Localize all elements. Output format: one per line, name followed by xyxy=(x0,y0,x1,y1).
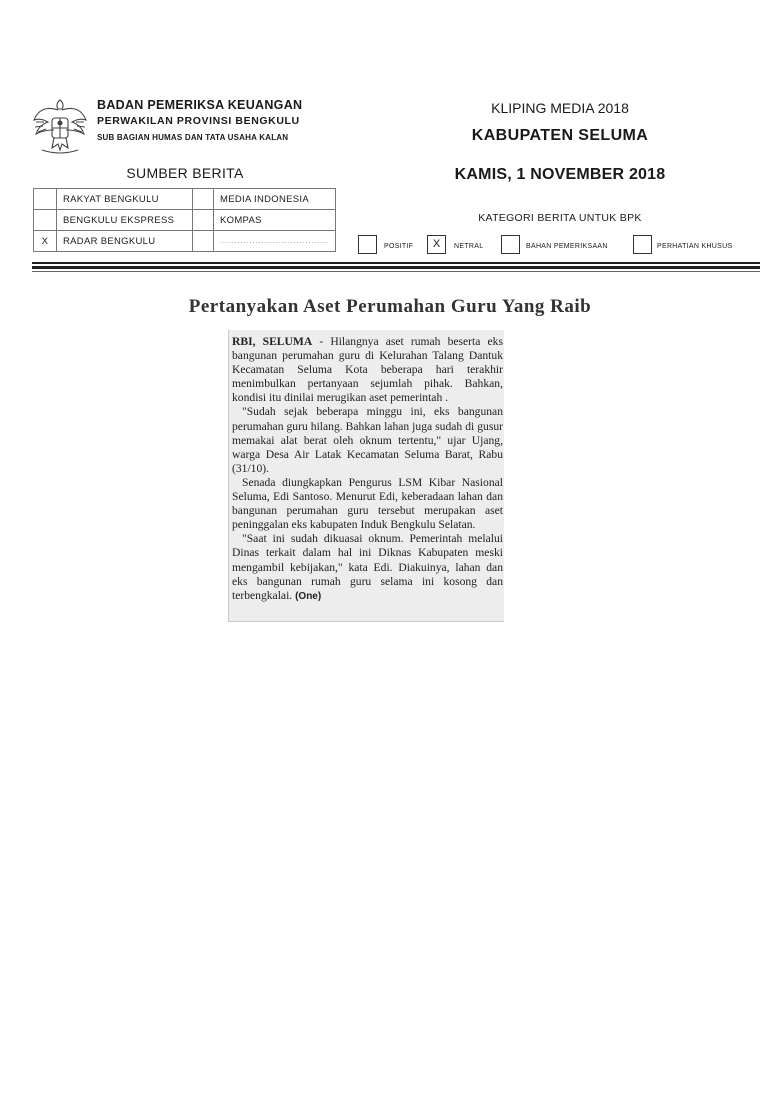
separator-line xyxy=(32,271,760,272)
article-paragraph: Senada diungkapkan Pengurus LSM Kibar Nasional Seluma, Edi Santoso. Menurut Edi, keberadaan lahan dan bangunan perumahan guru tersebut merupakan aset peninggalan eks kabupaten Induk Bengkulu Selatan. xyxy=(232,475,503,532)
source-blank: ..................................... xyxy=(214,231,336,252)
kliping-title: KLIPING MEDIA 2018 xyxy=(491,100,629,116)
kategori-label-bahan-pemeriksaan: BAHAN PEMERIKSAAN xyxy=(526,243,608,250)
article-clipping xyxy=(228,330,504,622)
sumber-berita-title: SUMBER BERITA xyxy=(126,165,244,181)
garuda-emblem-icon xyxy=(30,92,90,158)
kategori-checkbox-netral: X xyxy=(427,235,446,254)
source-row xyxy=(34,189,336,210)
org-name-line3: SUB BAGIAN HUMAS DAN TATA USAHA KALAN xyxy=(97,133,289,142)
org-name-line2: PERWAKILAN PROVINSI BENGKULU xyxy=(97,115,300,127)
article-paragraph: "Sudah sejak beberapa minggu ini, eks bangunan perumahan guru hilang. Bahkan lahan juga sudah di gusur memakai alat berat oleh oknum tertentu," ujar Ujang, warga Desa Air Latak Kecamatan Seluma Barat, Rabu (31/10). xyxy=(232,405,503,475)
separator-line xyxy=(32,266,760,269)
article-headline: Pertanyakan Aset Perumahan Guru Yang Raib xyxy=(188,296,592,317)
article-dateline: RBI, SELUMA xyxy=(232,335,313,348)
sumber-berita-table xyxy=(33,188,336,252)
kategori-checkbox-perhatian-khusus xyxy=(633,235,652,254)
separator-line xyxy=(32,262,760,264)
source-name: BENGKULU EKSPRESS xyxy=(57,210,193,231)
article-text: - Hilangnya aset rumah beserta eks bangunan perumahan guru di Kelurahan Talang Dantuk Kecamatan Seluma Kota beberapa hari terakhir menimbulkan pertanyaan sejumlah pihak. Bahkan, kondisi itu dinilai merugikan aset pemerintah . xyxy=(232,335,503,405)
article-paragraph xyxy=(232,335,503,405)
kategori-checkbox-positif xyxy=(358,235,377,254)
kategori-label-netral: NETRAL xyxy=(454,243,484,250)
source-mark xyxy=(34,189,57,210)
source-name: KOMPAS xyxy=(214,210,336,231)
kabupaten-title: KABUPATEN SELUMA xyxy=(471,127,649,144)
source-mark xyxy=(34,210,57,231)
source-name: MEDIA INDONESIA xyxy=(214,189,336,210)
org-name-line1: BADAN PEMERIKSA KEUANGAN xyxy=(97,98,303,112)
source-row xyxy=(34,231,336,252)
article-paragraph xyxy=(232,532,503,603)
kategori-label-perhatian-khusus: PERHATIAN KHUSUS xyxy=(657,243,733,250)
source-gap xyxy=(193,189,214,210)
kategori-label: KATEGORI BERITA UNTUK BPK xyxy=(478,212,642,224)
source-row xyxy=(34,210,336,231)
kategori-label-positif: POSITIF xyxy=(384,243,414,250)
publication-date: KAMIS, 1 NOVEMBER 2018 xyxy=(454,166,666,183)
kategori-checkbox-bahan-pemeriksaan xyxy=(501,235,520,254)
article-signature: (One) xyxy=(295,590,322,602)
article-text: "Saat ini sudah dikuasai oknum. Pemerintah melalui Dinas terkait dalam hal ini Diknas Kabupaten meski mengambil kebijakan," kata Edi. Diakuinya, lahan dan eks bangunan rumah guru selama ini kosong dan terbengkalai. xyxy=(232,532,503,602)
source-name: RAKYAT BENGKULU xyxy=(57,189,193,210)
source-gap xyxy=(193,210,214,231)
source-gap xyxy=(193,231,214,252)
source-mark: X xyxy=(34,231,57,252)
source-name: RADAR BENGKULU xyxy=(57,231,193,252)
